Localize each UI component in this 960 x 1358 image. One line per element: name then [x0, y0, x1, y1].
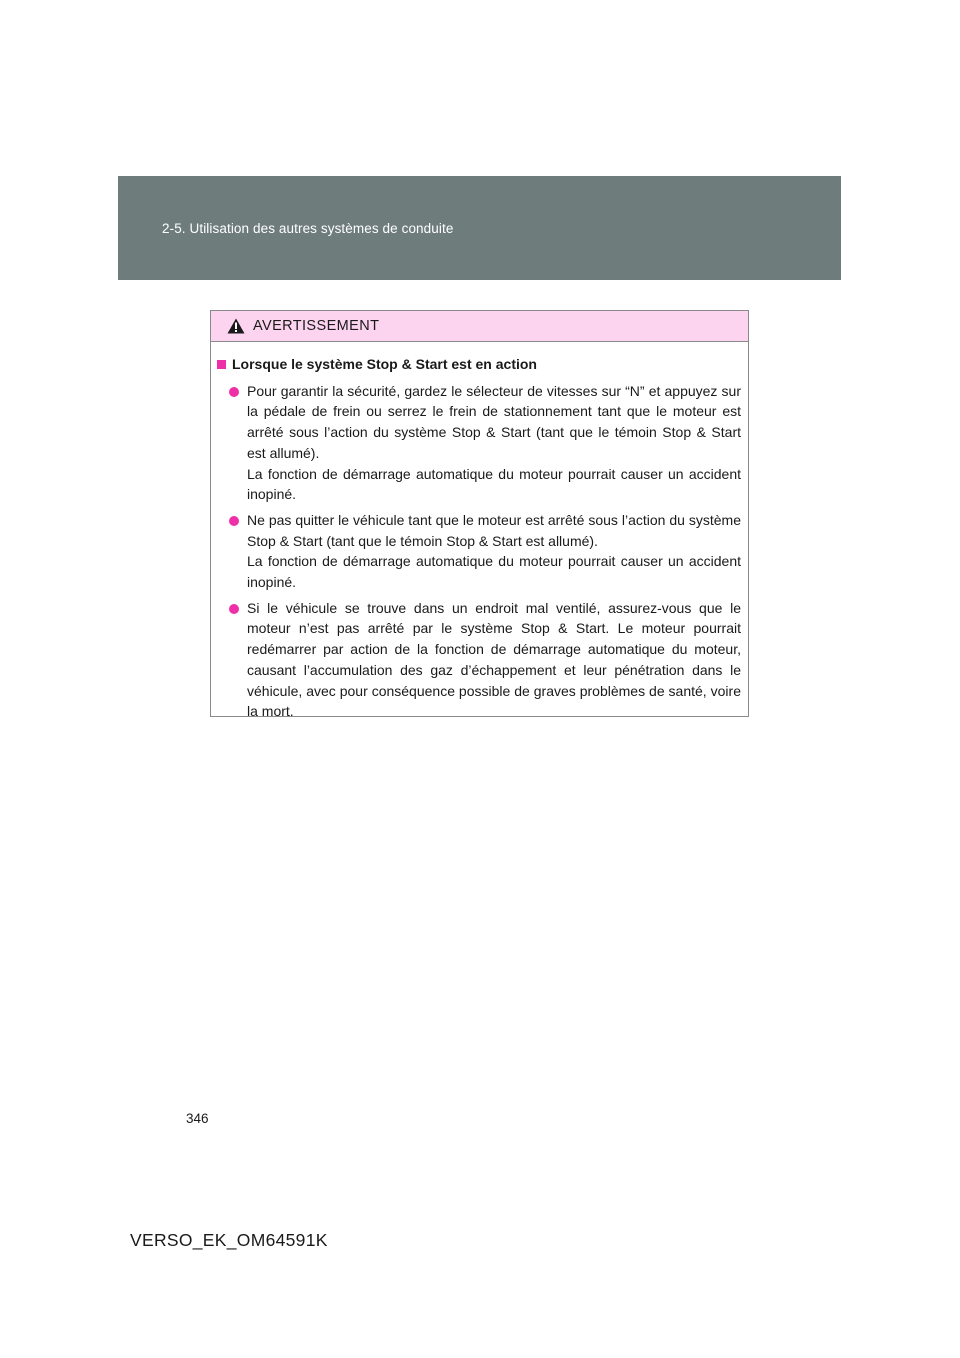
item-paragraph: Pour garantir la sécurité, gardez le sélecteur de vitesses sur “N” et appuyez sur la pédale de frein ou serrez le frein de stationnement tant que le moteur est arrêté sous l’action du système Stop & Start (tant que le témoin Stop & Start est allumé). [247, 382, 741, 461]
list-item [217, 598, 741, 722]
warning-triangle-icon [227, 318, 245, 334]
section-title: 2-5. Utilisation des autres systèmes de conduite [162, 221, 454, 236]
warning-title: AVERTISSEMENT [253, 318, 380, 334]
document-code: VERSO_EK_OM64591K [130, 1230, 328, 1250]
bullet-dot-icon [229, 387, 239, 397]
list-item [217, 381, 741, 505]
square-bullet-icon [217, 360, 226, 369]
bullet-dot-icon [229, 516, 239, 526]
page-number: 346 [186, 1111, 209, 1126]
section-header-band [118, 176, 841, 280]
item-paragraph: Ne pas quitter le véhicule tant que le moteur est arrêté sous l’action du système Stop & Start (tant que le témoin Stop & Start est allumé). [247, 511, 741, 549]
item-paragraph: Si le véhicule se trouve dans un endroit mal ventilé, assurez-vous que le moteur n’est pas arrêté par le système Stop & Start. Le moteur pourrait redémarrer par action de la fonction de démarrage automatique du moteur, causant l’accumulation des gaz d’échappement et leur pénétration dans le véhicule, avec pour conséquence possible de graves problèmes de santé, voire la mort. [247, 599, 741, 720]
item-paragraph: La fonction de démarrage automatique du moteur pourrait causer un accident inopiné. [247, 553, 741, 591]
list-item [217, 510, 741, 593]
item-paragraph: La fonction de démarrage automatique du moteur pourrait causer un accident inopiné. [247, 465, 741, 503]
warning-heading [217, 354, 741, 375]
warning-body [211, 342, 748, 722]
warning-heading-text: Lorsque le système Stop & Start est en action [232, 356, 537, 372]
warning-header [211, 311, 748, 342]
warning-box [210, 310, 749, 720]
bullet-dot-icon [229, 604, 239, 614]
